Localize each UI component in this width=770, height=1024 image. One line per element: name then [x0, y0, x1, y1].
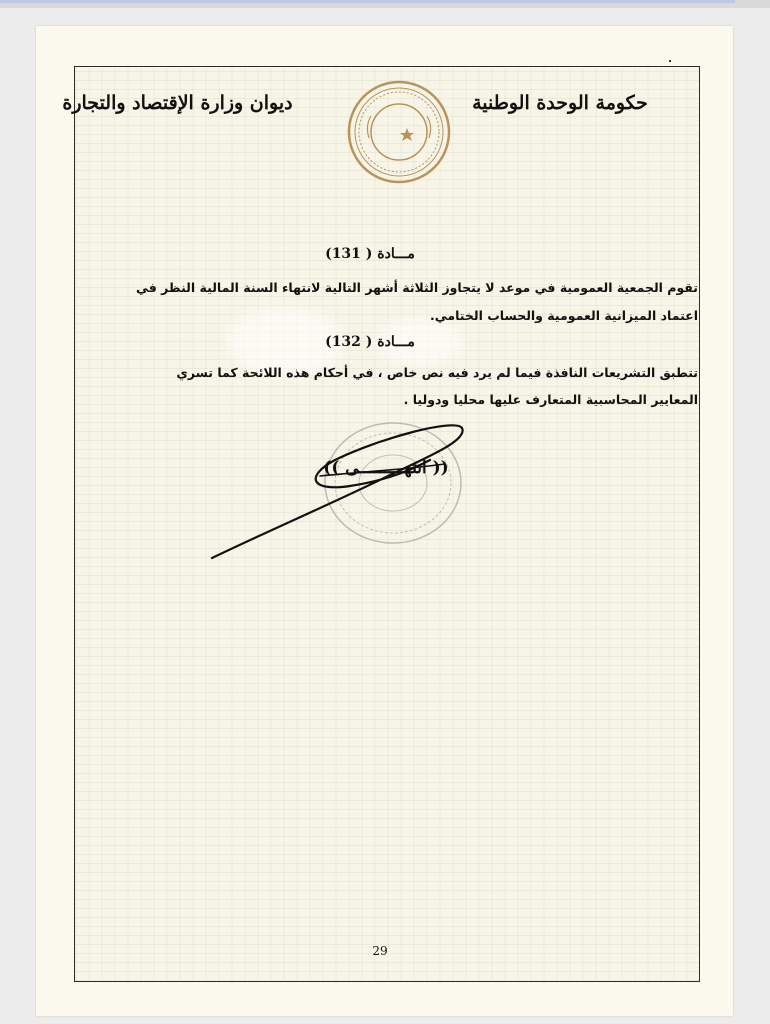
closing-mark: (( انتهـــــــــى )) — [323, 458, 449, 478]
crescent-icon — [391, 118, 405, 146]
top-accent-bar — [0, 0, 735, 3]
article-132-title: مـــادة ( 132) — [325, 334, 415, 350]
window-top-strip — [0, 0, 770, 8]
article-131-line-1: تقوم الجمعية العمومية في موعد لا يتجاوز الثلاثة أشهر التالية لانتهاء السنة المالية النظر في — [135, 280, 698, 295]
star-icon — [400, 128, 414, 141]
ministry-title: ديوان وزارة الإقتصاد والتجارة — [62, 92, 293, 114]
article-132-line-2: المعايير المحاسبية المتعارف عليها محليا ودوليا . — [403, 392, 698, 407]
scan-dot — [669, 60, 671, 62]
government-title: حكومة الوحدة الوطنية — [472, 92, 648, 114]
handwritten-signature — [200, 420, 480, 570]
libya-emblem-seal — [347, 80, 451, 184]
article-131-title: مـــادة ( 131) — [325, 246, 415, 262]
page-number: 29 — [372, 944, 388, 958]
article-132-line-1: تتطبق التشريعات النافذة فيما لم يرد فيه نص خاص ، في أحكام هذه اللائحة كما تسري — [176, 365, 698, 380]
article-131-line-2: اعتماد الميزانية العمومية والحساب الختامي. — [429, 308, 698, 323]
